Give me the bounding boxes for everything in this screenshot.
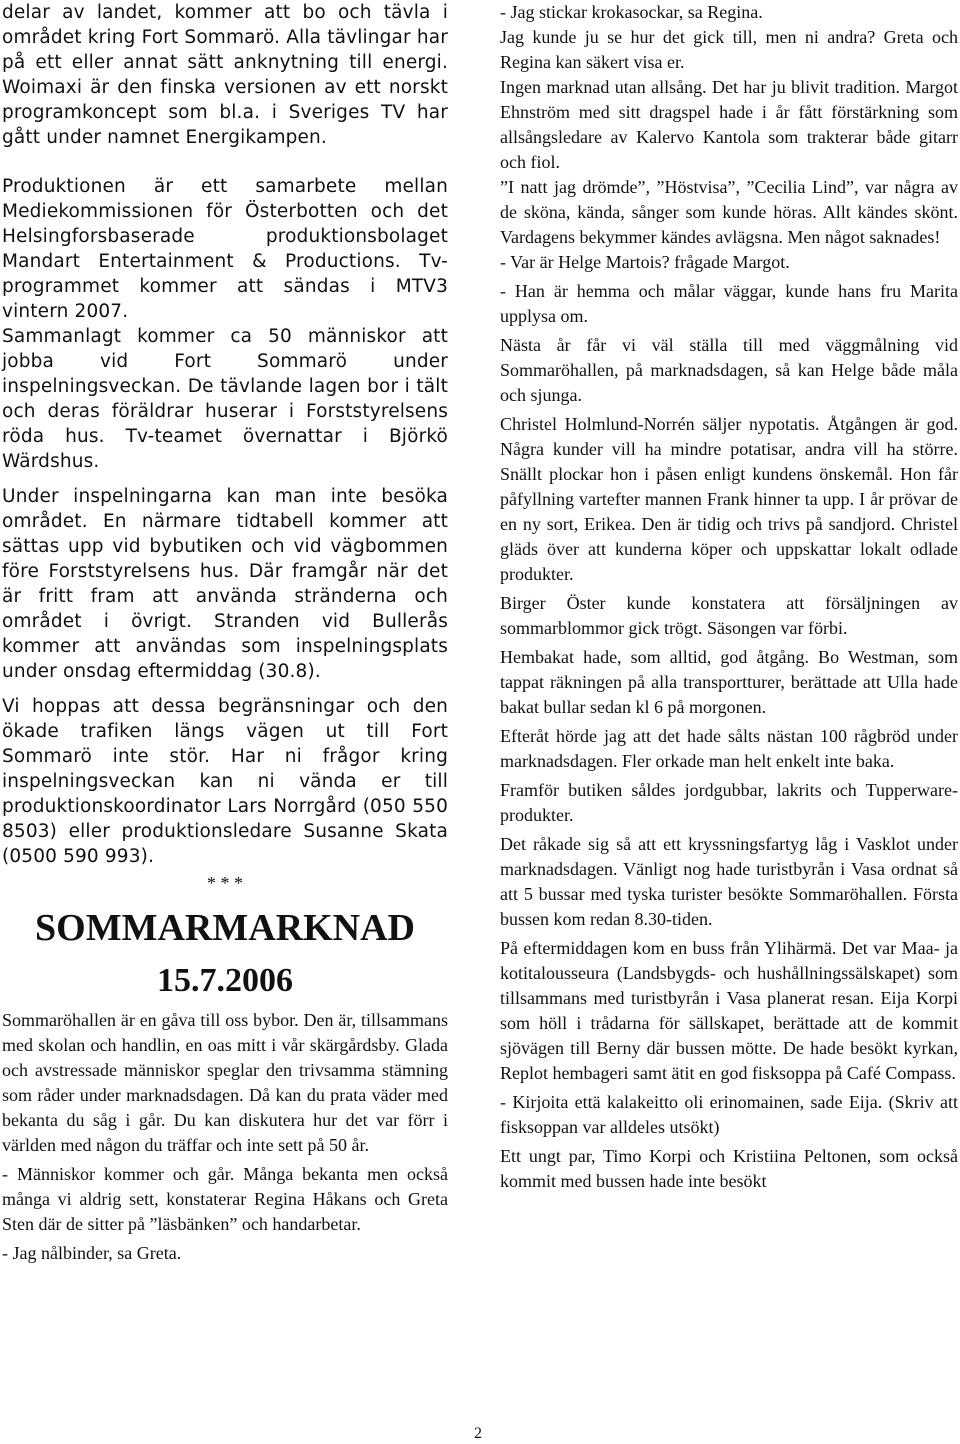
paragraph-flowers: Birger Öster kunde konstatera att försäljningen av sommarblommor gick trögt. Säsongen var förbi. (500, 593, 958, 638)
paragraph-songs: ”I natt jag drömde”, ”Höstvisa”, ”Cecilia Lind”, var några av de sköna, kända, sånger som kunde höras. Allt kändes skönt. Vardagens bekymmer kändes avlägsna. Men något saknades! (500, 177, 958, 247)
paragraph-allsang: Ingen marknad utan allsång. Det har ju blivit tradition. Margot Ehnström med sitt dragspel hade i år fått förstärkning som allsångsledare av Kalervo Kantola som trakterar både gitarr och fiol. (500, 77, 958, 172)
paragraph-bus: På eftermiddagen kom en buss från Ylihärmä. Det var Maa- ja kotitalousseura (Landsbygds- och hushållningssälskapet) som tillsammans med turistbyrån i Vasa planerat resan. Eija Korpi som höll i trådarna för sällskapet, berättade att de kommit sjövägen till Berny där bussen mötte. De hade besökt kyrkan, Replot hembageri samt ätit en god fisksoppa på Café Compass. (500, 938, 958, 1083)
paragraph-greta: - Jag nålbinder, sa Greta. (2, 1243, 182, 1263)
paragraph-restrictions: Under inspelningarna kan man inte besöka området. En närmare tidtabell kommer att sättas upp vid bybutiken och vid vägbommen före Forststyrelsens hus. Där framgår när det är fritt fram att använda stränderna och området i övrigt. Stranden vid Bullerås kommer att användas som inspelningsplats under onsdag eftermiddag (30.8). (2, 486, 448, 682)
paragraph-baking: Hembakat hade, som alltid, god åtgång. Bo Westman, som tappat räkningen på alla transportturer, berättade att Ulla hade bakat bullar sedan kl 6 på morgonen. (500, 647, 958, 717)
section-divider: * * * (207, 873, 243, 893)
paragraph-soup: - Kirjoita että kalakeitto oli erinomainen, sade Eija. (Skriv att fisksoppan var alldeles utsökt) (500, 1092, 958, 1137)
paragraph-market-intro: Sommaröhallen är en gåva till oss bybor. Den är, tillsammans med skolan och handlin, en oas mitt i vår skärgårdsby. Glada och avstressade människor speglar den trivsamma stämning som råder under marknadsdagen. Då kan du prata väder med bekanta du såg i går. Du kan diskutera hur det var förr i världen med någon du träffar och inte sett på 50 år. (2, 1010, 448, 1155)
paragraph-helge-question: - Var är Helge Martois? frågade Margot. (500, 252, 790, 272)
paragraph-young-couple: Ett ungt par, Timo Korpi och Kristiina Peltonen, som också kommit med bussen hade inte besökt (500, 1146, 958, 1191)
paragraph-show-you: Jag kunde ju se hur det gick till, men ni andra? Greta och Regina kan säkert visa er. (500, 27, 958, 72)
left-column (2, 0, 448, 1266)
paragraph-next-year: Nästa år får vi väl ställa till med väggmålning vid Sommaröhallen, på marknadsdagen, så kan Helge både måla och sjunga. (500, 335, 958, 405)
paragraph-regina: - Jag stickar krokasockar, sa Regina. (500, 2, 763, 22)
article-date: 15.7.2006 (157, 962, 293, 999)
article-headline: SOMMARMARKNAD (35, 907, 415, 949)
paragraph-production: Produktionen är ett samarbete mellan Mediekommissionen för Österbotten och det Helsingforsbaserade produktionsbolaget Mandart Entertainment & Productions. Tv-programmet kommer att sändas i MTV3 vintern 2007. (2, 176, 448, 322)
paragraph-crew: Sammanlagt kommer ca 50 människor att jobba vid Fort Sommarö under inspelningsveckan. De tävlande lagen bor i tält och deras föräldrar huserar i Forststyrelsens röda hus. Tv-teamet övernattar i Björkö Wärdshus. (2, 326, 448, 472)
page-number: 2 (474, 1425, 482, 1442)
paragraph-strawberries: Framför butiken såldes jordgubbar, lakrits och Tupperware-produkter. (500, 780, 958, 825)
paragraph-people: - Människor kommer och går. Många bekanta men också många vi aldrig sett, konstaterar Regina Håkans och Greta Sten där de sitter på ”läsbänken” och handarbetar. (2, 1164, 448, 1234)
paragraph-bread: Efteråt hörde jag att det hade sålts nästan 100 rågbröd under marknadsdagen. Fler orkade man helt enkelt inte baka. (500, 726, 958, 771)
paragraph-cruise: Det råkade sig så att ett kryssningsfartyg låg i Vasklot under marknadsdagen. Vänligt nog hade turistbyrån i Vasa ordnat så att 5 bussar med tyska turister besökte Sommaröhallen. Första bussen kom redan 8.30-tiden. (500, 834, 958, 929)
paragraph-intro: delar av landet, kommer att bo och tävla i området kring Fort Sommarö. Alla tävlingar har på ett eller annat sätt anknytning till energi. Woimaxi är den finska versionen av ett norskt programkoncept som bl.a. i Sveriges TV har gått under namnet Energikampen. (2, 2, 448, 148)
paragraph-potatoes: Christel Holmlund-Norrén säljer nypotatis. Åtgången är god. Några kunder vill ha mindre potatisar, andra vill ha större. Snällt plockar hon i påsen enligt kundens önskemål. Hon får påfyllning vartefter mannen Frank hinner ta upp. I år prövar de en ny sort, Erikea. Den är tidig och trivs på sandjord. Christel gläds över att kunderna köper och uppskattar lokalt odlade produkter. (500, 414, 958, 584)
right-column (500, 0, 958, 1194)
paragraph-contacts: Vi hoppas att dessa begränsningar och den ökade trafiken längs vägen ut till Fort Sommarö inte stör. Har ni frågor kring inspelningsveckan kan ni vända er till produktionskoordinator Lars Norrgård (050 550 8503) eller produktionsledare Susanne Skata (0500 590 993). (2, 696, 448, 867)
paragraph-helge-answer: - Han är hemma och målar väggar, kunde hans fru Marita upplysa om. (500, 281, 958, 326)
